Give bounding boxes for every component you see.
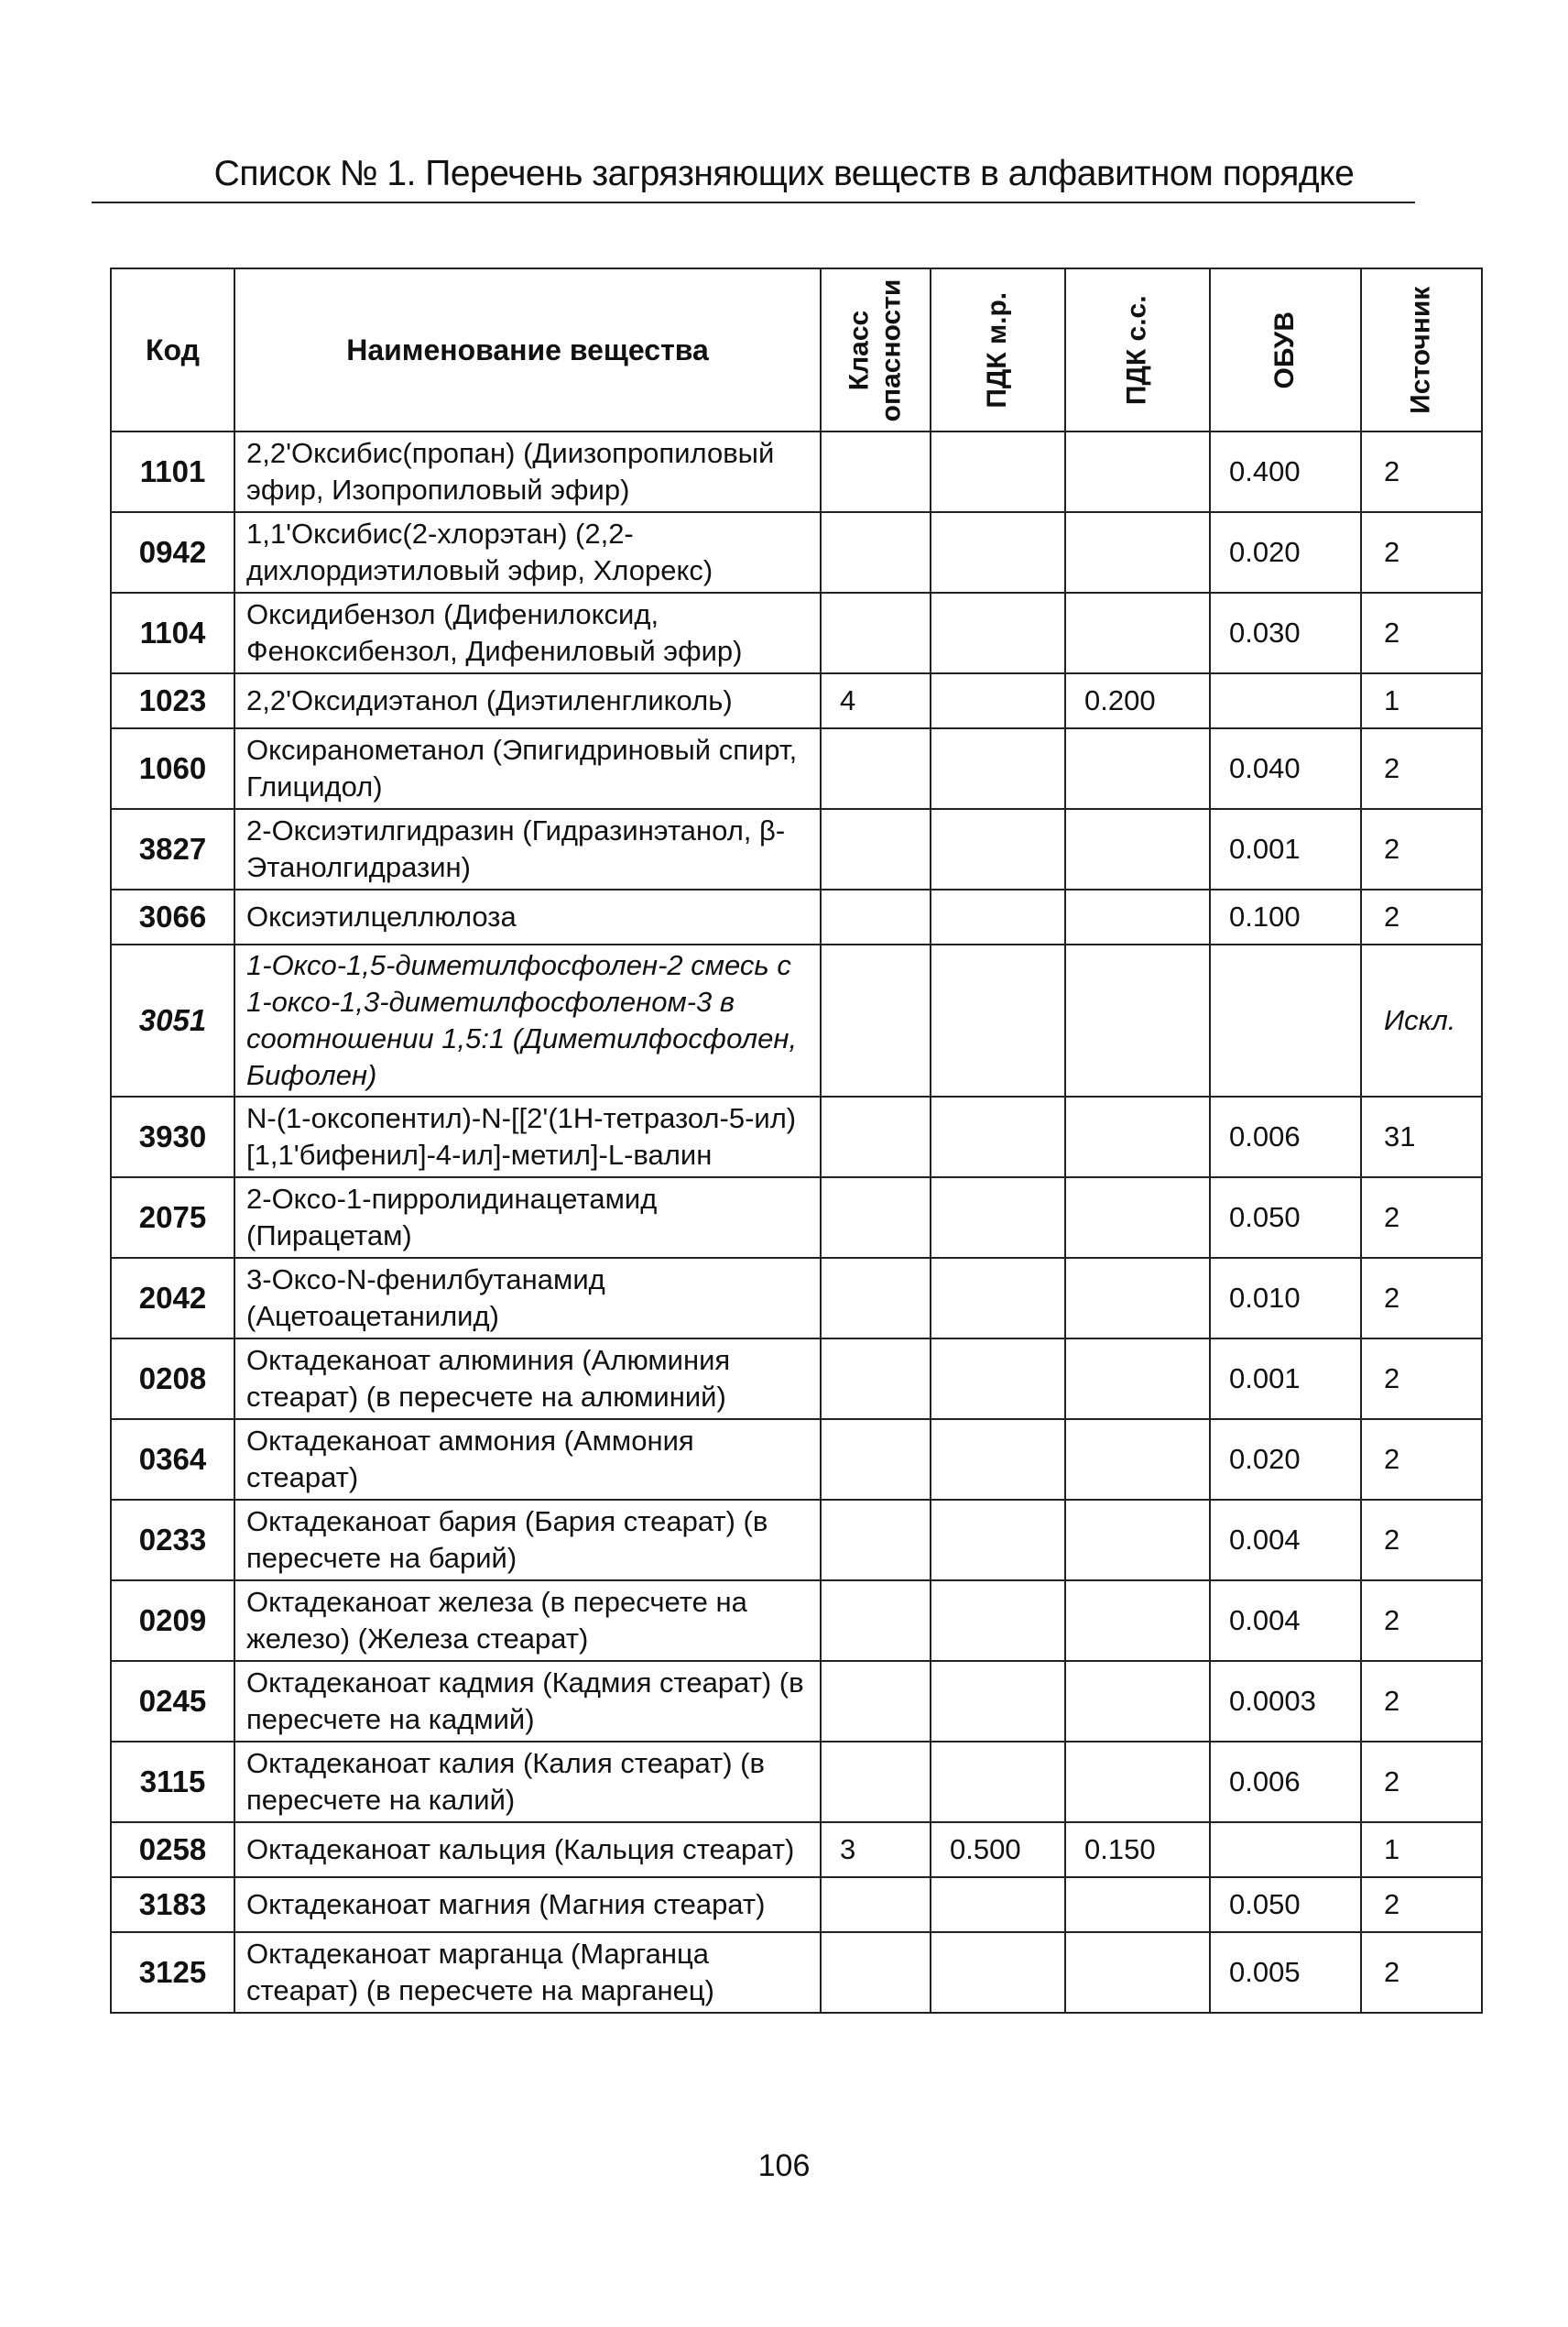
cell-code: 1104 <box>111 593 234 673</box>
cell-pdk-ss <box>1065 1419 1210 1500</box>
cell-name: Октадеканоат алюминия (Алюминия стеарат) (в пересчете на алюминий) <box>234 1338 821 1419</box>
cell-source: 2 <box>1361 1932 1482 2013</box>
cell-code: 0258 <box>111 1822 234 1877</box>
cell-pdk-mr <box>931 512 1065 593</box>
table-row <box>111 1742 1482 1822</box>
cell-obuv: 0.030 <box>1210 593 1361 673</box>
cell-pdk-ss: 0.150 <box>1065 1822 1210 1877</box>
cell-code: 2075 <box>111 1177 234 1258</box>
cell-hazard: 3 <box>821 1822 931 1877</box>
cell-pdk-mr <box>931 1661 1065 1742</box>
table-row <box>111 432 1482 512</box>
cell-pdk-mr: 0.500 <box>931 1822 1065 1877</box>
cell-obuv: 0.0003 <box>1210 1661 1361 1742</box>
cell-source: 2 <box>1361 1742 1482 1822</box>
cell-source: 2 <box>1361 432 1482 512</box>
cell-pdk-mr <box>931 728 1065 809</box>
cell-obuv: 0.010 <box>1210 1258 1361 1338</box>
cell-pdk-ss: 0.200 <box>1065 673 1210 728</box>
cell-obuv: 0.100 <box>1210 890 1361 945</box>
cell-pdk-ss <box>1065 1500 1210 1580</box>
cell-name: Октадеканоат кадмия (Кадмия стеарат) (в пересчете на кадмий) <box>234 1661 821 1742</box>
cell-hazard <box>821 1500 931 1580</box>
table-row <box>111 673 1482 728</box>
cell-source: 2 <box>1361 1419 1482 1500</box>
cell-name: Октадеканоат бария (Бария стеарат) (в пересчете на барий) <box>234 1500 821 1580</box>
cell-name: 2-Оксо-1-пирролидинацетамид (Пирацетам) <box>234 1177 821 1258</box>
cell-obuv: 0.006 <box>1210 1742 1361 1822</box>
cell-name: 2,2'Оксибис(пропан) (Диизопропиловый эфир, Изопропиловый эфир) <box>234 432 821 512</box>
table-body <box>111 432 1482 2013</box>
cell-obuv: 0.001 <box>1210 1338 1361 1419</box>
cell-obuv: 0.050 <box>1210 1177 1361 1258</box>
cell-source: Искл. <box>1361 945 1482 1097</box>
cell-code: 3125 <box>111 1932 234 2013</box>
table-row <box>111 1580 1482 1661</box>
cell-obuv <box>1210 945 1361 1097</box>
page-number: 106 <box>757 2148 811 2183</box>
cell-code: 0233 <box>111 1500 234 1580</box>
table-row <box>111 1877 1482 1932</box>
cell-code: 2042 <box>111 1258 234 1338</box>
cell-pdk-mr <box>931 1097 1065 1177</box>
cell-obuv: 0.004 <box>1210 1580 1361 1661</box>
cell-hazard <box>821 1932 931 2013</box>
cell-name: N-(1-оксопентил)-N-[[2'(1Н-тетразол-5-ил)[1,1'бифенил]-4-ил]-метил]-L-валин <box>234 1097 821 1177</box>
cell-source: 2 <box>1361 1580 1482 1661</box>
cell-hazard <box>821 809 931 890</box>
cell-hazard <box>821 512 931 593</box>
cell-pdk-mr <box>931 1580 1065 1661</box>
cell-code: 1060 <box>111 728 234 809</box>
cell-obuv: 0.020 <box>1210 512 1361 593</box>
table-row <box>111 1661 1482 1742</box>
cell-pdk-ss <box>1065 1932 1210 2013</box>
cell-code: 0209 <box>111 1580 234 1661</box>
table-row <box>111 1500 1482 1580</box>
cell-obuv: 0.020 <box>1210 1419 1361 1500</box>
cell-obuv: 0.001 <box>1210 809 1361 890</box>
cell-hazard <box>821 728 931 809</box>
cell-source: 2 <box>1361 1877 1482 1932</box>
cell-pdk-ss <box>1065 945 1210 1097</box>
cell-obuv <box>1210 1822 1361 1877</box>
cell-obuv: 0.400 <box>1210 432 1361 512</box>
cell-pdk-mr <box>931 593 1065 673</box>
cell-pdk-mr <box>931 1419 1065 1500</box>
cell-name: Октадеканоат калия (Калия стеарат) (в пересчете на калий) <box>234 1742 821 1822</box>
table-row <box>111 1258 1482 1338</box>
cell-hazard <box>821 1177 931 1258</box>
table-row <box>111 1097 1482 1177</box>
cell-obuv: 0.050 <box>1210 1877 1361 1932</box>
column-header-pdk-ss: ПДК с.с. <box>1065 268 1210 432</box>
cell-obuv <box>1210 673 1361 728</box>
cell-code: 3183 <box>111 1877 234 1932</box>
cell-name: Октадеканоат аммония (Аммония стеарат) <box>234 1419 821 1500</box>
cell-pdk-mr <box>931 1500 1065 1580</box>
cell-hazard <box>821 1742 931 1822</box>
cell-pdk-ss <box>1065 512 1210 593</box>
column-header-pdk-mr: ПДК м.р. <box>931 268 1065 432</box>
cell-source: 2 <box>1361 728 1482 809</box>
table-row <box>111 890 1482 945</box>
cell-pdk-mr <box>931 1877 1065 1932</box>
cell-hazard <box>821 890 931 945</box>
cell-source: 2 <box>1361 890 1482 945</box>
cell-hazard <box>821 1661 931 1742</box>
cell-pdk-ss <box>1065 1580 1210 1661</box>
cell-code: 1023 <box>111 673 234 728</box>
cell-source: 2 <box>1361 1338 1482 1419</box>
table-row <box>111 809 1482 890</box>
table-row <box>111 945 1482 1097</box>
cell-code: 3115 <box>111 1742 234 1822</box>
cell-code: 3930 <box>111 1097 234 1177</box>
column-header-code: Код <box>111 268 234 432</box>
cell-source: 2 <box>1361 512 1482 593</box>
table-row <box>111 1822 1482 1877</box>
cell-code: 1101 <box>111 432 234 512</box>
cell-source: 2 <box>1361 809 1482 890</box>
cell-pdk-mr <box>931 1932 1065 2013</box>
column-header-name: Наименование вещества <box>234 268 821 432</box>
cell-pdk-ss <box>1065 1097 1210 1177</box>
cell-hazard <box>821 1419 931 1500</box>
cell-hazard <box>821 1097 931 1177</box>
cell-pdk-mr <box>931 673 1065 728</box>
column-header-source: Источник <box>1361 268 1482 432</box>
cell-source: 1 <box>1361 673 1482 728</box>
cell-hazard <box>821 1877 931 1932</box>
cell-source: 2 <box>1361 1177 1482 1258</box>
cell-hazard <box>821 1580 931 1661</box>
cell-pdk-ss <box>1065 593 1210 673</box>
cell-name: 2,2'Оксидиэтанол (Диэтиленгликоль) <box>234 673 821 728</box>
cell-pdk-ss <box>1065 1877 1210 1932</box>
table-row <box>111 1419 1482 1500</box>
title-divider <box>92 202 1415 203</box>
cell-name: 3-Оксо-N-фенилбутанамид (Ацетоацетанилид) <box>234 1258 821 1338</box>
cell-code: 0208 <box>111 1338 234 1419</box>
cell-name: Октадеканоат магния (Магния стеарат) <box>234 1877 821 1932</box>
cell-pdk-ss <box>1065 1338 1210 1419</box>
cell-hazard <box>821 945 931 1097</box>
cell-pdk-ss <box>1065 728 1210 809</box>
cell-source: 2 <box>1361 1661 1482 1742</box>
table-row <box>111 593 1482 673</box>
cell-obuv: 0.005 <box>1210 1932 1361 2013</box>
cell-name: Октадеканоат марганца (Марганца стеарат) (в пересчете на марганец) <box>234 1932 821 2013</box>
cell-code: 0364 <box>111 1419 234 1500</box>
column-header-hazard-class: Класс опасности <box>821 268 931 432</box>
column-header-obuv: ОБУВ <box>1210 268 1361 432</box>
page-title: Список № 1. Перечень загрязняющих веществ в алфавитном порядке <box>213 154 1355 193</box>
table-row <box>111 1338 1482 1419</box>
cell-code: 3827 <box>111 809 234 890</box>
cell-hazard: 4 <box>821 673 931 728</box>
cell-pdk-mr <box>931 432 1065 512</box>
table-row <box>111 1932 1482 2013</box>
table-row <box>111 1177 1482 1258</box>
cell-obuv: 0.040 <box>1210 728 1361 809</box>
cell-pdk-ss <box>1065 1177 1210 1258</box>
cell-name: Оксидибензол (Дифенилоксид, Феноксибензол, Дифениловый эфир) <box>234 593 821 673</box>
table-row <box>111 512 1482 593</box>
cell-name: Оксиранометанол (Эпигидриновый спирт, Глицидол) <box>234 728 821 809</box>
cell-pdk-mr <box>931 1742 1065 1822</box>
cell-name: Оксиэтилцеллюлоза <box>234 890 821 945</box>
cell-name: 1-Оксо-1,5-диметилфосфолен-2 смесь с 1-оксо-1,3-диметилфосфоленом-3 в соотношении 1,5:1 (Диметилфосфолен, Бифолен) <box>234 945 821 1097</box>
cell-code: 3051 <box>111 945 234 1097</box>
cell-pdk-ss <box>1065 1258 1210 1338</box>
cell-pdk-ss <box>1065 432 1210 512</box>
cell-pdk-mr <box>931 945 1065 1097</box>
cell-pdk-ss <box>1065 809 1210 890</box>
cell-pdk-mr <box>931 1258 1065 1338</box>
cell-source: 31 <box>1361 1097 1482 1177</box>
cell-hazard <box>821 1258 931 1338</box>
cell-name: 2-Оксиэтилгидразин (Гидразинэтанол, β-Этанолгидразин) <box>234 809 821 890</box>
cell-name: Октадеканоат кальция (Кальция стеарат) <box>234 1822 821 1877</box>
cell-obuv: 0.004 <box>1210 1500 1361 1580</box>
cell-pdk-mr <box>931 890 1065 945</box>
cell-source: 2 <box>1361 1258 1482 1338</box>
cell-pdk-mr <box>931 809 1065 890</box>
cell-pdk-mr <box>931 1338 1065 1419</box>
table-row <box>111 728 1482 809</box>
cell-source: 2 <box>1361 593 1482 673</box>
cell-name: 1,1'Оксибис(2-хлорэтан) (2,2-дихлордиэтиловый эфир, Хлорекс) <box>234 512 821 593</box>
cell-hazard <box>821 593 931 673</box>
table-header-row <box>111 268 1482 432</box>
cell-pdk-ss <box>1065 1742 1210 1822</box>
cell-pdk-ss <box>1065 1661 1210 1742</box>
cell-source: 1 <box>1361 1822 1482 1877</box>
cell-code: 0942 <box>111 512 234 593</box>
cell-code: 0245 <box>111 1661 234 1742</box>
cell-name: Октадеканоат железа (в пересчете на железо) (Железа стеарат) <box>234 1580 821 1661</box>
pollutants-table <box>110 268 1483 2014</box>
cell-obuv: 0.006 <box>1210 1097 1361 1177</box>
cell-pdk-mr <box>931 1177 1065 1258</box>
cell-hazard <box>821 432 931 512</box>
cell-pdk-ss <box>1065 890 1210 945</box>
cell-source: 2 <box>1361 1500 1482 1580</box>
cell-hazard <box>821 1338 931 1419</box>
cell-code: 3066 <box>111 890 234 945</box>
